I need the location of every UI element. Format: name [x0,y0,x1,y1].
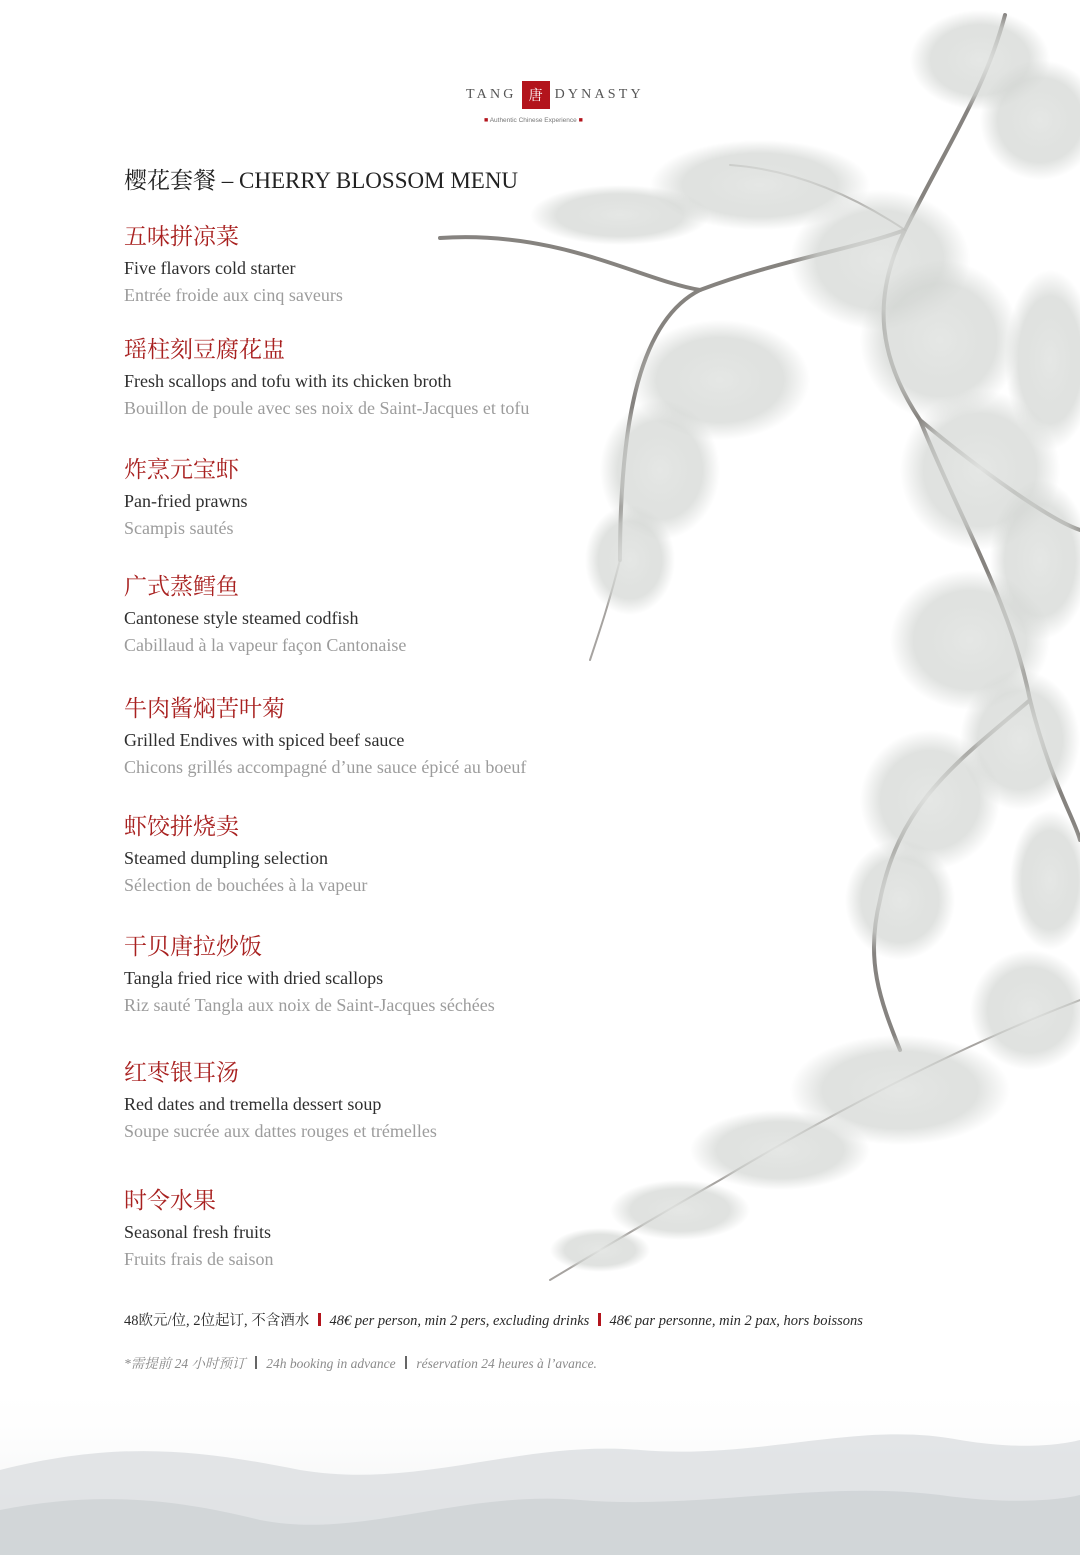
menu-item [124,932,495,1017]
menu-item [124,694,526,779]
dish-name-english: Fresh scallops and tofu with its chicken broth [124,371,452,391]
dish-name-english: Pan-fried prawns [124,491,248,511]
dish-name-english: Seasonal fresh fruits [124,1222,271,1242]
dish-name-chinese: 瑶柱刻豆腐花盅 [124,337,285,362]
dish-name-chinese: 红枣银耳汤 [124,1060,239,1085]
dish-name-chinese: 炸烹元宝虾 [124,457,239,482]
menu-item [124,222,343,307]
logo-wordmark [466,78,644,112]
dish-name-english: Cantonese style steamed codfish [124,608,359,628]
dish-name-chinese: 干贝唐拉炒饭 [124,934,262,959]
dish-name-french: Soupe sucrée aux dattes rouges et trémelles [124,1121,437,1141]
dish-name-french: Sélection de bouchées à la vapeur [124,875,368,895]
menu-item [124,1058,437,1143]
separator-bar [255,1356,257,1369]
dish-name-chinese: 时令水果 [124,1188,216,1213]
price-line [124,1309,863,1330]
price-english: 48€ per person, min 2 pers, excluding drinks [329,1313,590,1329]
menu-title: 樱花套餐 – CHERRY BLOSSOM MENU [124,168,519,193]
bullet-icon: ■ [484,117,489,124]
booking-note [124,1352,597,1372]
logo-word-right: DYNASTY [554,87,644,102]
dish-name-english: Tangla fried rice with dried scallops [124,968,384,988]
seal-icon: 唐 [522,81,550,109]
menu-item [124,1186,273,1271]
booking-note-chinese: *需提前 24 小时预订 [124,1356,246,1371]
dish-name-french: Fruits frais de saison [124,1249,274,1269]
booking-note-english: 24h booking in advance [266,1356,396,1371]
dish-name-chinese: 广式蒸鳕鱼 [124,574,239,599]
dish-name-french: Scampis sautés [124,518,234,538]
dish-name-chinese: 虾饺拼烧卖 [124,814,239,839]
dish-name-english: Grilled Endives with spiced beef sauce [124,730,405,750]
dish-name-french: Chicons grillés accompagné d’une sauce épicé au boeuf [124,757,527,777]
booking-note-french: réservation 24 heures à l’avance. [416,1356,597,1371]
separator-bar [598,1313,601,1326]
price-french: 48€ par personne, min 2 pax, hors boissons [609,1313,863,1329]
logo-tagline-text: Authentic Chinese Experience [489,117,577,124]
dish-name-chinese: 五味拼凉菜 [124,224,239,249]
dish-name-french: Cabillaud à la vapeur façon Cantonaise [124,635,407,655]
separator-bar [405,1356,407,1369]
dish-name-french: Riz sauté Tangla aux noix de Saint-Jacques séchées [124,995,495,1015]
menu-item [124,335,529,420]
dish-name-chinese: 牛肉酱焖苦叶菊 [124,696,285,721]
price-chinese: 48欧元/位, 2位起订, 不含酒水 [124,1313,310,1329]
dish-name-english: Red dates and tremella dessert soup [124,1094,382,1114]
bullet-icon: ■ [578,117,583,124]
menu-item [124,455,247,540]
logo-tagline [484,117,583,124]
separator-bar [318,1313,321,1326]
dish-name-english: Five flavors cold starter [124,258,296,278]
dish-name-french: Entrée froide aux cinq saveurs [124,285,343,305]
menu-item [124,572,406,657]
dish-name-english: Steamed dumpling selection [124,848,328,868]
dish-name-french: Bouillon de poule avec ses noix de Saint-Jacques et tofu [124,398,530,418]
logo-word-left: TANG [466,87,517,102]
menu-item [124,812,367,897]
